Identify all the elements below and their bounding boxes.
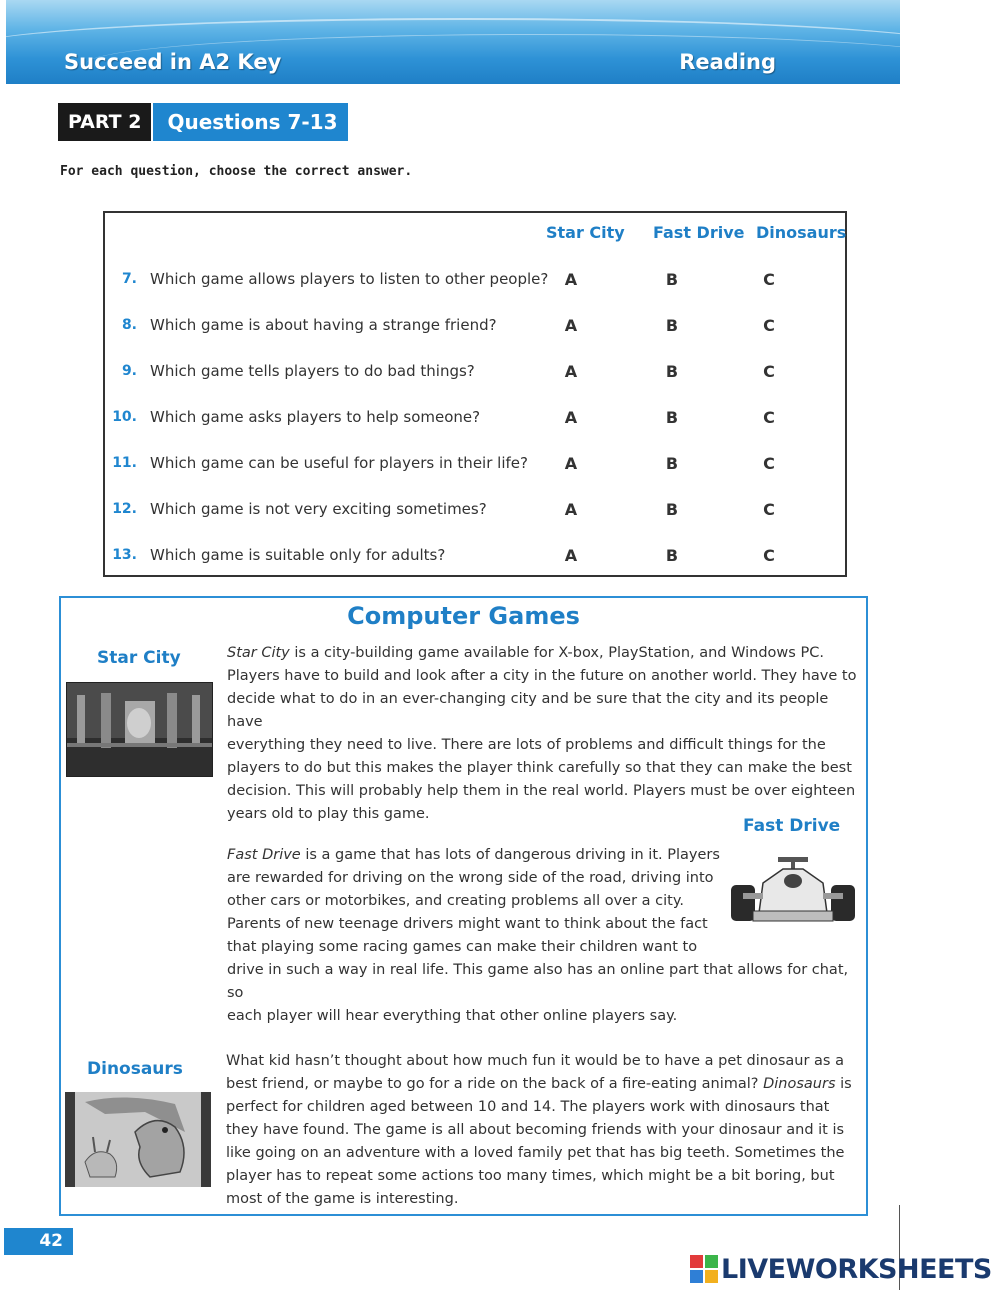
section-title: Reading: [679, 50, 776, 74]
text-line: players to do but this makes the player think carefully so that they can make the best: [227, 760, 852, 776]
text-line: Players have to build and look after a city in the future on another world. They have to: [227, 668, 857, 684]
option-a[interactable]: A: [564, 316, 578, 335]
text-line: What kid hasn’t thought about how much fun it would be to have a pet dinosaur as a: [226, 1053, 844, 1069]
star-city-text: [227, 642, 857, 826]
logo-blocks-icon: [690, 1255, 718, 1283]
question-text: Which game is not very exciting sometimes?: [150, 500, 487, 518]
star-city-name: Star City: [227, 645, 290, 661]
question-text: Which game tells players to do bad things?: [150, 362, 475, 380]
question-text: Which game is about having a strange friend?: [150, 316, 497, 334]
question-number: 9.: [121, 363, 137, 379]
text-line: decide what to do in an ever-changing city and be sure that the city and its people have: [227, 691, 829, 730]
option-b[interactable]: B: [665, 500, 679, 519]
text-line: is a game that has lots of dangerous driving in it. Players: [300, 847, 720, 863]
option-b[interactable]: B: [665, 316, 679, 335]
question-text: Which game allows players to listen to other people?: [150, 270, 549, 288]
column-header-star-city: Star City: [546, 223, 625, 242]
question-row: [105, 403, 845, 433]
star-city-image: [66, 682, 213, 777]
text-line: are rewarded for driving on the wrong side of the road, driving into: [227, 870, 714, 886]
text-line: that playing some racing games can make their children want to: [227, 939, 698, 955]
column-header-fast-drive: Fast Drive: [653, 223, 745, 242]
question-text: Which game asks players to help someone?: [150, 408, 481, 426]
text-line: Parents of new teenage drivers might want to think about the fact: [227, 916, 708, 932]
book-title: Succeed in A2 Key: [64, 50, 282, 74]
question-row: [105, 449, 845, 479]
question-text: Which game is suitable only for adults?: [150, 546, 446, 564]
part-label: [58, 103, 348, 141]
text-line: most of the game is interesting.: [226, 1191, 459, 1207]
question-row: [105, 495, 845, 525]
question-number: 10.: [112, 409, 137, 425]
option-b[interactable]: B: [665, 270, 679, 289]
option-a[interactable]: A: [564, 546, 578, 565]
text-line: best friend, or maybe to go for a ride on the back of a fire-eating animal?: [226, 1076, 764, 1092]
option-b[interactable]: B: [665, 454, 679, 473]
logo-text: LIVEWORKSHEETS: [721, 1253, 992, 1285]
row-divider: [465, 371, 835, 372]
fast-drive-heading: Fast Drive: [743, 816, 841, 836]
question-row: [105, 265, 845, 295]
dinosaurs-heading: Dinosaurs: [87, 1059, 183, 1079]
option-c[interactable]: C: [763, 270, 775, 289]
option-c[interactable]: C: [763, 316, 775, 335]
dinosaurs-image: [65, 1092, 211, 1187]
column-header-dinosaurs: Dinosaurs: [756, 223, 847, 242]
option-c[interactable]: C: [763, 500, 775, 519]
option-a[interactable]: A: [564, 408, 578, 427]
text-line: perfect for children aged between 10 and 14. The players work with dinosaurs that: [226, 1099, 830, 1115]
dinosaur-illustration: [65, 1092, 211, 1187]
question-number: 7.: [121, 271, 137, 287]
dinosaurs-text: [226, 1050, 856, 1211]
text-line: everything they need to live. There are lots of problems and difficult things for the: [227, 737, 826, 753]
dinosaurs-name: Dinosaurs: [763, 1076, 836, 1092]
text-line: years old to play this game.: [227, 806, 430, 822]
text-line: player has to repeat some actions too many times, which might be a bit boring, but: [226, 1168, 835, 1184]
question-row: [105, 311, 845, 341]
liveworksheets-logo[interactable]: [690, 1252, 992, 1286]
option-b[interactable]: B: [665, 408, 679, 427]
star-city-heading: Star City: [97, 648, 181, 668]
fast-drive-name: Fast Drive: [227, 847, 301, 863]
text-line: like going on an adventure with a loved family pet that has big teeth. Sometimes the: [226, 1145, 845, 1161]
header-banner: [6, 0, 900, 84]
text-line: they have found. The game is all about becoming friends with your dinosaur and it is: [226, 1122, 845, 1138]
option-b[interactable]: B: [665, 546, 679, 565]
option-c[interactable]: C: [763, 408, 775, 427]
text-line: decision. This will probably help them in the real world. Players must be over eighteen: [227, 783, 856, 799]
option-a[interactable]: A: [564, 270, 578, 289]
part-number: PART 2: [58, 103, 151, 141]
question-number: 8.: [121, 317, 137, 333]
option-c[interactable]: C: [763, 546, 775, 565]
option-c[interactable]: C: [763, 454, 775, 473]
option-a[interactable]: A: [564, 454, 578, 473]
fast-drive-text: [227, 844, 857, 1028]
text-line: each player will hear everything that other online players say.: [227, 1008, 678, 1024]
question-number: 13.: [112, 547, 137, 563]
question-text: Which game can be useful for players in their life?: [150, 454, 528, 472]
page-number: 42: [4, 1228, 73, 1255]
question-row: [105, 541, 845, 571]
instruction-text: For each question, choose the correct answer.: [60, 164, 413, 179]
text-line: other cars or motorbikes, and creating problems all over a city.: [227, 893, 684, 909]
questions-table: [103, 211, 847, 577]
text-line: drive in such a way in real life. This game also has an online part that allows for chat, so: [227, 962, 849, 1001]
article-title: Computer Games: [347, 602, 580, 630]
option-a[interactable]: A: [564, 500, 578, 519]
question-row: [105, 357, 845, 387]
star-city-illustration: [67, 683, 212, 776]
text-line: is: [835, 1076, 852, 1092]
option-b[interactable]: B: [665, 362, 679, 381]
question-number: 12.: [112, 501, 137, 517]
question-number: 11.: [112, 455, 137, 471]
text-line: is a city-building game available for X-box, PlayStation, and Windows PC.: [289, 645, 824, 661]
questions-range: Questions 7-13: [153, 103, 347, 141]
option-a[interactable]: A: [564, 362, 578, 381]
option-c[interactable]: C: [763, 362, 775, 381]
